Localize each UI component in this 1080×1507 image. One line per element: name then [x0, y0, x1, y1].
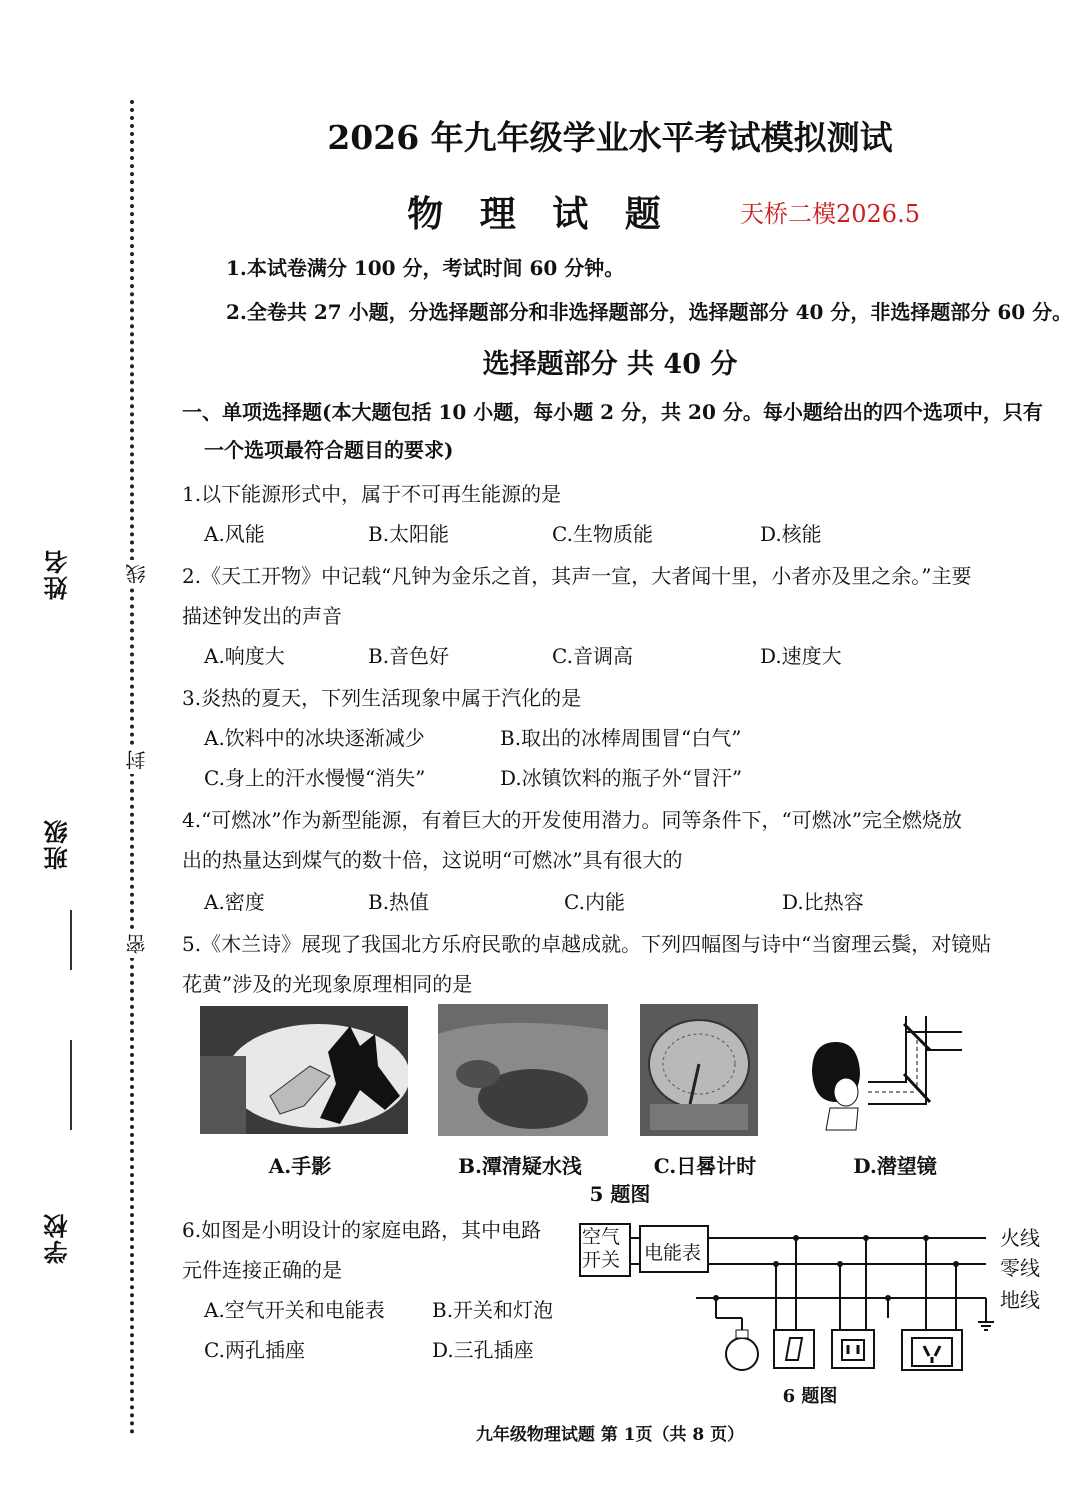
q2-option-b: B.音色好 [368, 644, 450, 668]
q5-caption-b: B.潭清疑水浅 [458, 1154, 582, 1178]
q6-figure-label: 6 题图 [782, 1386, 838, 1407]
q4-option-b: B.热值 [368, 890, 430, 914]
ground-wire-label: 地线 [1000, 1288, 1040, 1312]
page-footer: 九年级物理试题 第 1页（共 8 页） [475, 1425, 745, 1445]
meter-label: 电能表 [644, 1242, 702, 1264]
periscope-image [806, 1012, 966, 1136]
q6-option-b: B.开关和灯泡 [432, 1298, 554, 1322]
seal-line-char: 线 [122, 560, 151, 588]
part-one-heading-cont: 一个选项最符合题目的要求) [204, 438, 454, 462]
note-1: 1.本试卷满分 100 分，考试时间 60 分钟。 [226, 256, 625, 280]
q4-option-c: C.内能 [564, 890, 625, 914]
question-6-stem: 6.如图是小明设计的家庭电路，其中电路 [182, 1218, 542, 1242]
q5-figure-label: 5 题图 [589, 1182, 651, 1206]
q4-option-a: A.密度 [204, 890, 265, 914]
q3-option-d: D.冰镇饮料的瓶子外“冒汗” [500, 766, 743, 790]
q2-option-d: D.速度大 [760, 644, 842, 668]
q6-option-c: C.两孔插座 [204, 1338, 305, 1362]
q1-option-c: C.生物质能 [552, 522, 653, 546]
q5-caption-c: C.日晷计时 [653, 1154, 757, 1178]
q1-option-b: B.太阳能 [368, 522, 450, 546]
q5-caption-a: A.手影 [268, 1154, 332, 1178]
name-label: 姓名 [43, 548, 72, 600]
exam-title: 2026 年九年级学业水平考试模拟测试 [327, 118, 893, 157]
school-label: 学校 [43, 1212, 72, 1264]
question-4-stem-cont: 出的热量达到煤气的数十倍，这说明“可燃冰”具有很大的 [182, 848, 683, 872]
clear-water-image [438, 1004, 608, 1136]
class-label: 班级 [43, 818, 72, 870]
question-3-stem: 3.炎热的夏天，下列生活现象中属于汽化的是 [182, 686, 582, 710]
q2-option-a: A.响度大 [204, 644, 285, 668]
handwritten-stamp: 天桥二模2026.5 [740, 200, 920, 228]
school-blank [70, 1040, 72, 1130]
breaker-label-line-2: 开关 [582, 1249, 621, 1271]
q6-option-d: D.三孔插座 [432, 1338, 534, 1362]
q3-option-c: C.身上的汗水慢慢“消失” [204, 766, 426, 790]
question-2-stem: 2.《天工开物》中记载“凡钟为金乐之首，其声一宣，大者闻十里，小者亦及里之余。”主要 [182, 564, 972, 588]
question-5-stem: 5.《木兰诗》展现了我国北方乐府民歌的卓越成就。下列四幅图与诗中“当窗理云鬓，对镜贴 [182, 932, 992, 956]
hand-shadow-image [200, 1006, 408, 1134]
household-circuit-diagram [576, 1218, 996, 1390]
seal-secret-char: 密 [122, 930, 151, 958]
question-4-stem: 4.“可燃冰”作为新型能源，有着巨大的开发使用潜力。同等条件下，“可燃冰”完全燃烧放 [182, 808, 962, 832]
section-title: 选择题部分 共 40 分 [482, 349, 738, 380]
neutral-wire-label: 零线 [1000, 1256, 1040, 1280]
q1-option-d: D.核能 [760, 522, 822, 546]
q1-option-a: A.风能 [204, 522, 265, 546]
class-blank [70, 910, 72, 970]
question-1-stem: 1.以下能源形式中，属于不可再生能源的是 [182, 482, 562, 506]
question-5-stem-cont: 花黄”涉及的光现象原理相同的是 [182, 972, 473, 996]
breaker-label-line-1: 空气 [582, 1226, 621, 1248]
q3-option-b: B.取出的冰棒周围冒“白气” [500, 726, 742, 750]
subject-title: 物 理 试 题 [407, 193, 673, 235]
q6-option-a: A.空气开关和电能表 [204, 1298, 385, 1322]
note-2: 2.全卷共 27 小题，分选择题部分和非选择题部分，选择题部分 40 分，非选择题部分 60 分。 [226, 300, 1073, 324]
q2-option-c: C.音调高 [552, 644, 633, 668]
sundial-image [640, 1004, 758, 1136]
seal-seal-char: 封 [122, 746, 151, 774]
breaker-label [582, 1226, 620, 1272]
q4-option-d: D.比热容 [782, 890, 864, 914]
question-6-stem-cont: 元件连接正确的是 [182, 1258, 342, 1282]
live-wire-label: 火线 [1000, 1226, 1040, 1250]
question-2-stem-cont: 描述钟发出的声音 [182, 604, 342, 628]
q3-option-a: A.饮料中的冰块逐渐减少 [204, 726, 425, 750]
q5-caption-d: D.潜望镜 [853, 1154, 937, 1178]
part-one-heading: 一、单项选择题(本大题包括 10 小题，每小题 2 分，共 20 分。每小题给出的四个选项中，只有 [182, 400, 1043, 424]
